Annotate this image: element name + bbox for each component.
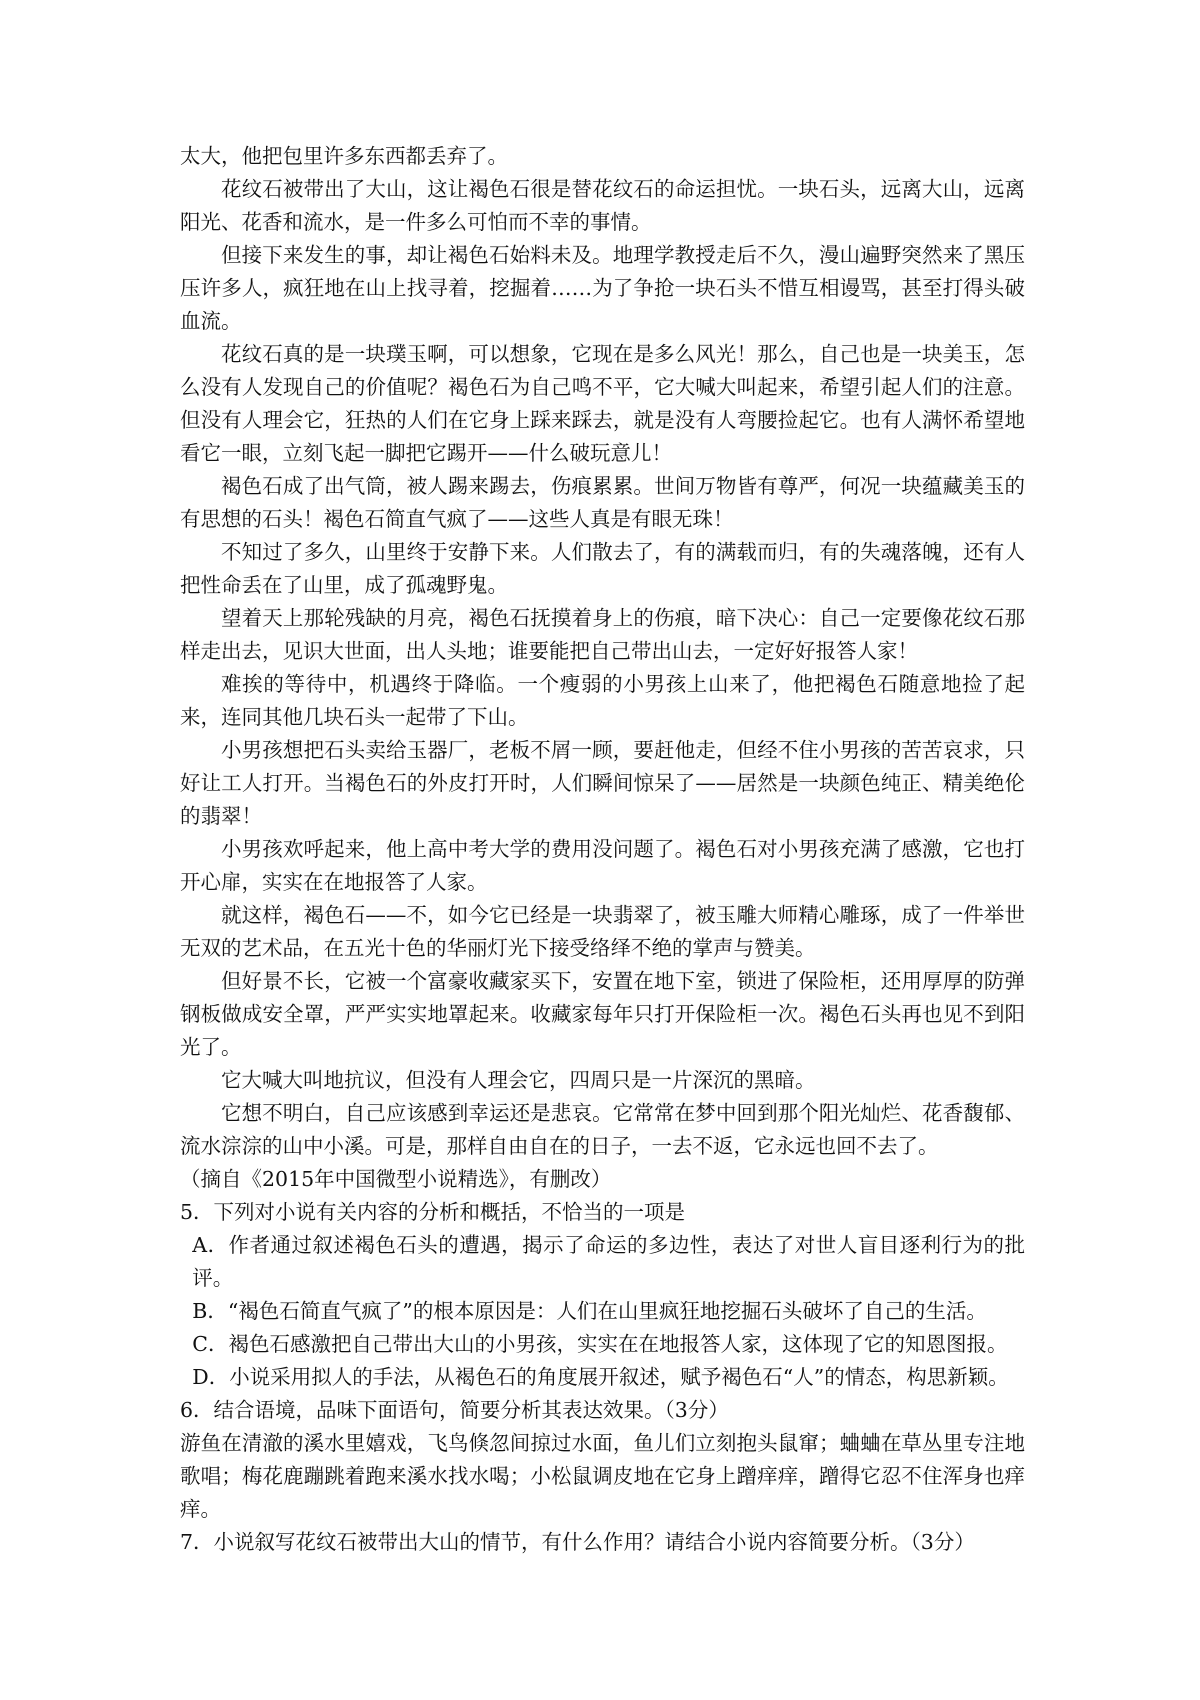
story-paragraph: 就这样，褐色石——不，如今它已经是一块翡翠了，被玉雕大师精心雕琢，成了一件举世无双的艺术品，在五光十色的华丽灯光下接受络绎不绝的掌声与赞美。 (180, 903, 1025, 960)
story-paragraph: 太大，他把包里许多东西都丢弃了。 (180, 144, 508, 168)
story-paragraph: 花纹石真的是一块璞玉啊，可以想象，它现在是多么风光！那么，自己也是一块美玉，怎么没有人发现自己的价值呢？褐色石为自己鸣不平，它大喊大叫起来，希望引起人们的注意。但没有人理会它，狂热的人们在它身上踩来踩去，就是没有人弯腰捡起它。也有人满怀希望地看它一眼，立刻飞起一脚把它踢开——什么破玩意儿！ (180, 342, 1025, 465)
story-paragraph: 望着天上那轮残缺的月亮，褐色石抚摸着身上的伤痕，暗下决心：自己一定要像花纹石那样走出去，见识大世面，出人头地；谁要能把自己带出山去，一定好好报答人家！ (180, 606, 1025, 663)
story-paragraph: 难挨的等待中，机遇终于降临。一个瘦弱的小男孩上山来了，他把褐色石随意地捡了起来，连同其他几块石头一起带了下山。 (180, 672, 1025, 729)
answer-option-d: D．小说采用拟人的手法，从褐色石的角度展开叙述，赋予褐色石“人”的情态，构思新颖。 (192, 1365, 1009, 1389)
answer-option-b: B．“褐色石简直气疯了”的根本原因是：人们在山里疯狂地挖掘石头破坏了自己的生活。 (192, 1299, 987, 1323)
page-content (180, 140, 1025, 1559)
story-passage (180, 140, 1025, 1196)
question-stem: 7．小说叙写花纹石被带出大山的情节，有什么作用？请结合小说内容简要分析。（3分） (180, 1530, 975, 1554)
story-paragraph: 不知过了多久，山里终于安静下来。人们散去了，有的满载而归，有的失魂落魄，还有人把性命丢在了山里，成了孤魂野鬼。 (180, 540, 1025, 597)
question-6 (180, 1394, 1025, 1526)
question-5 (180, 1196, 1025, 1394)
question-7 (180, 1526, 1025, 1559)
story-paragraph: 但接下来发生的事，却让褐色石始料未及。地理学教授走后不久，漫山遍野突然来了黑压压许多人，疯狂地在山上找寻着，挖掘着……为了争抢一块石头不惜互相谩骂，甚至打得头破血流。 (180, 243, 1025, 333)
passage-source: （摘自《2015年中国微型小说精选》，有删改） (180, 1167, 612, 1191)
story-paragraph: 小男孩想把石头卖给玉器厂，老板不屑一顾，要赶他走，但经不住小男孩的苦苦哀求，只好让工人打开。当褐色石的外皮打开时，人们瞬间惊呆了——居然是一块颜色纯正、精美绝伦的翡翠！ (180, 738, 1025, 828)
story-paragraph: 但好景不长，它被一个富豪收藏家买下，安置在地下室，锁进了保险柜，还用厚厚的防弹钢板做成安全罩，严严实实地罩起来。收藏家每年只打开保险柜一次。褐色石头再也见不到阳光了。 (180, 969, 1025, 1059)
story-paragraph: 褐色石成了出气筒，被人踢来踢去，伤痕累累。世间万物皆有尊严，何况一块蕴藏美玉的有思想的石头！褐色石简直气疯了——这些人真是有眼无珠！ (180, 474, 1025, 531)
question-stem: 6．结合语境，品味下面语句，简要分析其表达效果。（3分） (180, 1398, 729, 1422)
quoted-sentence: 游鱼在清澈的溪水里嬉戏，飞鸟倏忽间掠过水面，鱼儿们立刻抱头鼠窜；蛐蛐在草丛里专注地歌唱；梅花鹿蹦跳着跑来溪水找水喝；小松鼠调皮地在它身上蹭痒痒，蹭得它忍不住浑身也痒痒。 (180, 1431, 1025, 1521)
question-stem: 5．下列对小说有关内容的分析和概括，不恰当的一项是 (180, 1200, 686, 1224)
story-paragraph: 它大喊大叫地抗议，但没有人理会它，四周只是一片深沉的黑暗。 (221, 1068, 816, 1092)
story-paragraph: 它想不明白，自己应该感到幸运还是悲哀。它常常在梦中回到那个阳光灿烂、花香馥郁、流水淙淙的山中小溪。可是，那样自由自在的日子，一去不返，它永远也回不去了。 (180, 1101, 1025, 1158)
story-paragraph: 花纹石被带出了大山，这让褐色石很是替花纹石的命运担忧。一块石头，远离大山，远离阳光、花香和流水，是一件多么可怕而不幸的事情。 (180, 177, 1025, 234)
answer-option-a: A．作者通过叙述褐色石头的遭遇，揭示了命运的多边性，表达了对世人盲目逐利行为的批评。 (192, 1233, 1025, 1290)
story-paragraph: 小男孩欢呼起来，他上高中考大学的费用没问题了。褐色石对小男孩充满了感激，它也打开心扉，实实在在地报答了人家。 (180, 837, 1025, 894)
answer-option-c: C．褐色石感激把自己带出大山的小男孩，实实在在地报答人家，这体现了它的知恩图报。 (192, 1332, 1008, 1356)
